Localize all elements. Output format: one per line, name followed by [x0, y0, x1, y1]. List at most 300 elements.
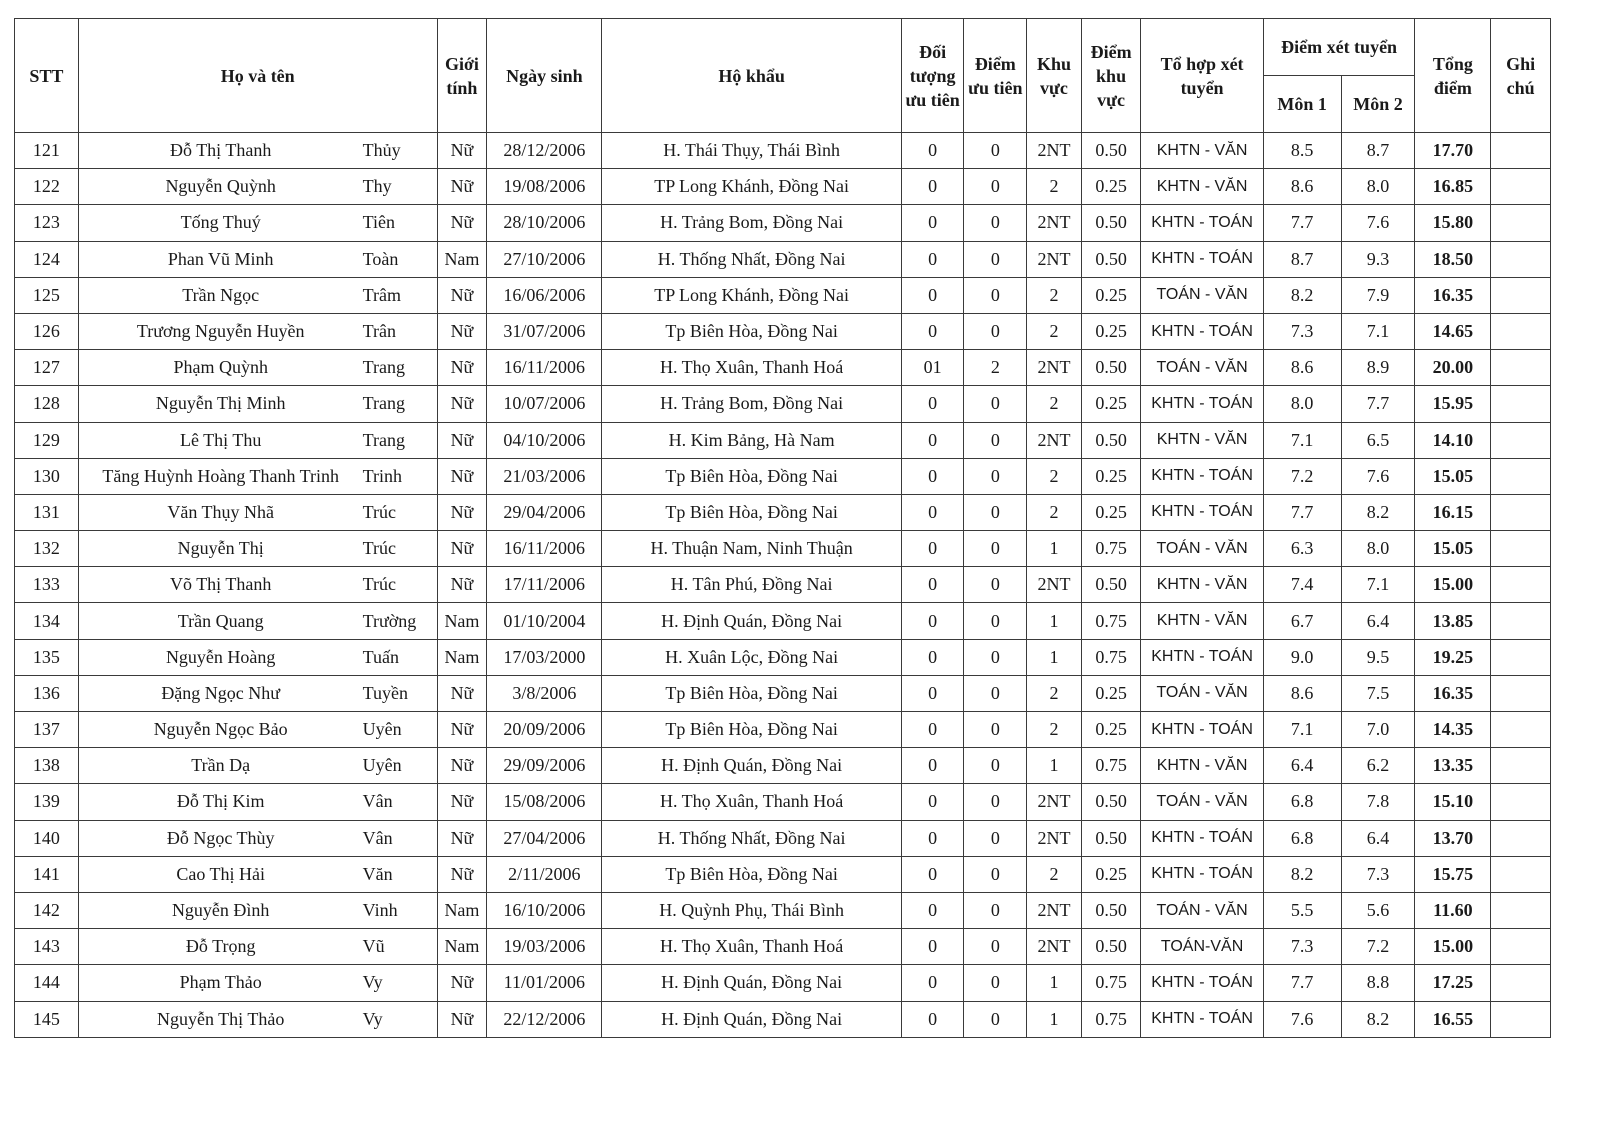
row-name: [78, 205, 437, 241]
row-total: 13.35: [1415, 748, 1491, 784]
row-gender: Nữ: [437, 965, 487, 1001]
row-subject1: 8.7: [1263, 241, 1341, 277]
row-dob: 01/10/2004: [487, 603, 602, 639]
row-combo: KHTN - TOÁN: [1141, 205, 1263, 241]
row-priority-group: 0: [901, 748, 964, 784]
row-subject1: 8.6: [1263, 675, 1341, 711]
row-note: [1491, 422, 1551, 458]
row-area-points: 0.75: [1081, 1001, 1141, 1037]
row-total: 16.85: [1415, 169, 1491, 205]
row-subject2: 8.2: [1341, 1001, 1415, 1037]
row-combo: KHTN - VĂN: [1141, 422, 1263, 458]
row-priority-group: 0: [901, 494, 964, 530]
row-given-name: Uyên: [362, 755, 402, 776]
row-subject2: 7.2: [1341, 929, 1415, 965]
row-area: 2NT: [1027, 133, 1082, 169]
row-family-name: Võ Thị Thanh: [170, 574, 272, 595]
row-priority-group: 0: [901, 205, 964, 241]
row-given-name: Trúc: [362, 501, 397, 522]
header-area-points: Điểm khu vực: [1081, 19, 1141, 133]
row-family-name: Nguyễn Ngọc Bảo: [153, 719, 288, 740]
row-gender: Nữ: [437, 748, 487, 784]
row-given-name: Thủy: [362, 140, 401, 161]
row-gender: Nam: [437, 929, 487, 965]
row-area-points: 0.50: [1081, 350, 1141, 386]
row-family-name: Đặng Ngọc Như: [161, 682, 281, 703]
header-priority-points: Điểm ưu tiên: [964, 19, 1027, 133]
row-priority-group: 0: [901, 313, 964, 349]
row-family-name: Trần Dạ: [191, 755, 251, 776]
row-stt: 125: [15, 277, 79, 313]
row-stt: 121: [15, 133, 79, 169]
row-address: H. Định Quán, Đồng Nai: [602, 603, 901, 639]
row-subject1: 6.7: [1263, 603, 1341, 639]
row-stt: 124: [15, 241, 79, 277]
row-priority-group: 0: [901, 820, 964, 856]
row-area: 2NT: [1027, 892, 1082, 928]
row-subject1: 6.3: [1263, 531, 1341, 567]
row-address: H. Thọ Xuân, Thanh Hoá: [602, 350, 901, 386]
row-subject2: 6.4: [1341, 603, 1415, 639]
table-row: [15, 675, 1551, 711]
row-given-name: Thy: [362, 176, 392, 197]
row-name: [78, 350, 437, 386]
row-combo: KHTN - VĂN: [1141, 567, 1263, 603]
row-dob: 19/03/2006: [487, 929, 602, 965]
row-address: H. Kim Bảng, Hà Nam: [602, 422, 901, 458]
row-priority-points: 0: [964, 133, 1027, 169]
row-subject2: 8.0: [1341, 169, 1415, 205]
row-area-points: 0.75: [1081, 639, 1141, 675]
header-area: Khu vực: [1027, 19, 1082, 133]
row-priority-group: 0: [901, 422, 964, 458]
row-priority-group: 0: [901, 241, 964, 277]
table-row: [15, 929, 1551, 965]
row-area-points: 0.25: [1081, 277, 1141, 313]
row-subject2: 7.6: [1341, 458, 1415, 494]
row-priority-points: 0: [964, 277, 1027, 313]
row-gender: Nam: [437, 892, 487, 928]
row-subject1: 7.3: [1263, 313, 1341, 349]
row-priority-points: 0: [964, 892, 1027, 928]
row-subject2: 7.8: [1341, 784, 1415, 820]
table-row: [15, 748, 1551, 784]
row-family-name: Nguyễn Quỳnh: [165, 176, 276, 197]
row-priority-group: 0: [901, 277, 964, 313]
table-header: [15, 19, 1551, 133]
row-priority-points: 0: [964, 965, 1027, 1001]
row-area-points: 0.50: [1081, 929, 1141, 965]
row-total: 16.15: [1415, 494, 1491, 530]
row-given-name: Vy: [362, 972, 383, 993]
row-area: 1: [1027, 1001, 1082, 1037]
row-family-name: Đỗ Thị Kim: [176, 791, 265, 812]
row-area: 2NT: [1027, 929, 1082, 965]
row-subject1: 7.2: [1263, 458, 1341, 494]
row-dob: 29/04/2006: [487, 494, 602, 530]
row-subject2: 8.7: [1341, 133, 1415, 169]
row-combo: KHTN - TOÁN: [1141, 1001, 1263, 1037]
row-gender: Nữ: [437, 494, 487, 530]
row-area: 2NT: [1027, 784, 1082, 820]
row-subject1: 7.1: [1263, 422, 1341, 458]
row-family-name: Đỗ Thị Thanh: [170, 140, 272, 161]
header-note: Ghi chú: [1491, 19, 1551, 133]
row-note: [1491, 458, 1551, 494]
row-gender: Nữ: [437, 205, 487, 241]
row-name: [78, 820, 437, 856]
row-name: [78, 929, 437, 965]
row-priority-group: 0: [901, 567, 964, 603]
row-subject1: 8.6: [1263, 350, 1341, 386]
row-given-name: Tiên: [362, 212, 396, 233]
row-subject1: 7.7: [1263, 205, 1341, 241]
row-subject1: 8.2: [1263, 277, 1341, 313]
row-priority-group: 0: [901, 458, 964, 494]
row-family-name: Đỗ Ngọc Thùy: [166, 827, 275, 848]
row-address: H. Thọ Xuân, Thanh Hoá: [602, 929, 901, 965]
row-address: H. Thọ Xuân, Thanh Hoá: [602, 784, 901, 820]
row-subject2: 9.3: [1341, 241, 1415, 277]
row-priority-points: 0: [964, 748, 1027, 784]
row-area: 2NT: [1027, 241, 1082, 277]
header-name: Họ và tên: [78, 19, 437, 133]
row-given-name: Trâm: [362, 284, 402, 305]
table-row: [15, 892, 1551, 928]
row-subject1: 7.3: [1263, 929, 1341, 965]
row-address: H. Thống Nhất, Đồng Nai: [602, 820, 901, 856]
row-family-name: Cao Thị Hải: [176, 863, 266, 884]
row-total: 13.85: [1415, 603, 1491, 639]
row-total: 15.75: [1415, 856, 1491, 892]
row-area-points: 0.50: [1081, 784, 1141, 820]
table-row: [15, 712, 1551, 748]
row-gender: Nữ: [437, 712, 487, 748]
row-address: Tp Biên Hòa, Đồng Nai: [602, 458, 901, 494]
row-area-points: 0.25: [1081, 712, 1141, 748]
row-note: [1491, 965, 1551, 1001]
row-given-name: Vân: [362, 791, 393, 812]
row-area-points: 0.50: [1081, 567, 1141, 603]
row-subject1: 6.4: [1263, 748, 1341, 784]
row-priority-group: 01: [901, 350, 964, 386]
row-stt: 122: [15, 169, 79, 205]
row-priority-group: 0: [901, 133, 964, 169]
row-address: Tp Biên Hòa, Đồng Nai: [602, 712, 901, 748]
row-priority-points: 2: [964, 350, 1027, 386]
table-row: [15, 965, 1551, 1001]
row-gender: Nam: [437, 639, 487, 675]
table-row: [15, 567, 1551, 603]
row-area-points: 0.25: [1081, 313, 1141, 349]
row-area: 1: [1027, 748, 1082, 784]
row-area-points: 0.25: [1081, 458, 1141, 494]
row-note: [1491, 639, 1551, 675]
row-area-points: 0.25: [1081, 494, 1141, 530]
row-combo: KHTN - VĂN: [1141, 133, 1263, 169]
row-total: 14.10: [1415, 422, 1491, 458]
row-family-name: Đỗ Trọng: [185, 936, 256, 957]
row-combo: KHTN - TOÁN: [1141, 241, 1263, 277]
row-dob: 20/09/2006: [487, 712, 602, 748]
row-priority-group: 0: [901, 929, 964, 965]
row-subject1: 7.7: [1263, 494, 1341, 530]
row-given-name: Vân: [362, 827, 393, 848]
row-subject1: 8.5: [1263, 133, 1341, 169]
row-address: H. Trảng Bom, Đồng Nai: [602, 386, 901, 422]
row-total: 19.25: [1415, 639, 1491, 675]
row-note: [1491, 1001, 1551, 1037]
row-subject1: 8.6: [1263, 169, 1341, 205]
row-stt: 131: [15, 494, 79, 530]
table-row: [15, 458, 1551, 494]
row-given-name: Vũ: [362, 936, 385, 957]
row-priority-points: 0: [964, 422, 1027, 458]
row-priority-points: 0: [964, 784, 1027, 820]
row-area: 2: [1027, 169, 1082, 205]
row-given-name: Văn: [362, 863, 393, 884]
row-dob: 10/07/2006: [487, 386, 602, 422]
row-dob: 17/03/2000: [487, 639, 602, 675]
row-area: 2NT: [1027, 820, 1082, 856]
row-gender: Nam: [437, 603, 487, 639]
row-priority-points: 0: [964, 458, 1027, 494]
row-note: [1491, 892, 1551, 928]
row-combo: TOÁN - VĂN: [1141, 277, 1263, 313]
row-area: 2NT: [1027, 350, 1082, 386]
header-priority-group: Đối tượng ưu tiên: [901, 19, 964, 133]
row-total: 15.80: [1415, 205, 1491, 241]
row-gender: Nữ: [437, 458, 487, 494]
row-combo: KHTN - TOÁN: [1141, 639, 1263, 675]
table-row: [15, 133, 1551, 169]
row-address: Tp Biên Hòa, Đồng Nai: [602, 856, 901, 892]
row-combo: KHTN - TOÁN: [1141, 712, 1263, 748]
row-subject2: 7.1: [1341, 567, 1415, 603]
row-combo: TOÁN - VĂN: [1141, 784, 1263, 820]
row-gender: Nữ: [437, 133, 487, 169]
row-stt: 133: [15, 567, 79, 603]
row-subject1: 7.6: [1263, 1001, 1341, 1037]
row-combo: TOÁN - VĂN: [1141, 892, 1263, 928]
row-area: 1: [1027, 603, 1082, 639]
row-dob: 16/11/2006: [487, 531, 602, 567]
row-address: H. Quỳnh Phụ, Thái Bình: [602, 892, 901, 928]
row-area: 1: [1027, 531, 1082, 567]
row-priority-group: 0: [901, 639, 964, 675]
row-name: [78, 712, 437, 748]
row-name: [78, 784, 437, 820]
row-combo: KHTN - VĂN: [1141, 748, 1263, 784]
row-note: [1491, 133, 1551, 169]
row-dob: 19/08/2006: [487, 169, 602, 205]
table-row: [15, 277, 1551, 313]
row-area-points: 0.50: [1081, 241, 1141, 277]
row-area: 2NT: [1027, 567, 1082, 603]
row-combo: KHTN - TOÁN: [1141, 820, 1263, 856]
table-body: [15, 133, 1551, 1038]
row-dob: 27/10/2006: [487, 241, 602, 277]
row-given-name: Trân: [362, 321, 397, 342]
row-given-name: Tuấn: [362, 646, 400, 667]
row-stt: 129: [15, 422, 79, 458]
row-address: Tp Biên Hòa, Đồng Nai: [602, 313, 901, 349]
row-area-points: 0.25: [1081, 856, 1141, 892]
row-total: 16.35: [1415, 277, 1491, 313]
table-row: [15, 494, 1551, 530]
table-row: [15, 241, 1551, 277]
row-total: 16.35: [1415, 675, 1491, 711]
row-gender: Nữ: [437, 784, 487, 820]
row-given-name: Trang: [362, 429, 406, 450]
row-subject2: 7.6: [1341, 205, 1415, 241]
row-family-name: Nguyễn Hoàng: [165, 646, 276, 667]
row-total: 17.70: [1415, 133, 1491, 169]
header-combo: Tổ hợp xét tuyển: [1141, 19, 1263, 133]
row-address: Tp Biên Hòa, Đồng Nai: [602, 675, 901, 711]
row-total: 11.60: [1415, 892, 1491, 928]
row-gender: Nữ: [437, 277, 487, 313]
row-priority-group: 0: [901, 675, 964, 711]
row-note: [1491, 350, 1551, 386]
row-area-points: 0.75: [1081, 748, 1141, 784]
row-area: 2: [1027, 277, 1082, 313]
table-row: [15, 313, 1551, 349]
row-stt: 126: [15, 313, 79, 349]
row-note: [1491, 386, 1551, 422]
row-given-name: Trang: [362, 393, 406, 414]
row-family-name: Phan Vũ Minh: [167, 248, 274, 269]
row-gender: Nữ: [437, 350, 487, 386]
row-total: 14.35: [1415, 712, 1491, 748]
header-gender: Giới tính: [437, 19, 487, 133]
row-area: 2: [1027, 458, 1082, 494]
row-stt: 123: [15, 205, 79, 241]
row-priority-group: 0: [901, 531, 964, 567]
row-stt: 138: [15, 748, 79, 784]
row-name: [78, 531, 437, 567]
row-name: [78, 386, 437, 422]
row-name: [78, 1001, 437, 1037]
row-combo: KHTN - TOÁN: [1141, 965, 1263, 1001]
row-subject2: 9.5: [1341, 639, 1415, 675]
row-priority-points: 0: [964, 241, 1027, 277]
row-family-name: Phạm Thảo: [179, 972, 262, 993]
row-area-points: 0.50: [1081, 133, 1141, 169]
row-area: 2: [1027, 712, 1082, 748]
row-total: 15.05: [1415, 531, 1491, 567]
row-area-points: 0.50: [1081, 422, 1141, 458]
row-family-name: Lê Thị Thu: [180, 429, 262, 450]
admission-table: [14, 18, 1551, 1038]
row-note: [1491, 169, 1551, 205]
row-combo: TOÁN - VĂN: [1141, 675, 1263, 711]
row-gender: Nữ: [437, 567, 487, 603]
row-stt: 134: [15, 603, 79, 639]
table-row: [15, 169, 1551, 205]
row-priority-points: 0: [964, 567, 1027, 603]
row-dob: 27/04/2006: [487, 820, 602, 856]
row-subject2: 5.6: [1341, 892, 1415, 928]
row-family-name: Văn Thụy Nhã: [167, 501, 275, 522]
table-row: [15, 1001, 1551, 1037]
row-name: [78, 639, 437, 675]
row-subject1: 7.7: [1263, 965, 1341, 1001]
row-priority-group: 0: [901, 965, 964, 1001]
row-name: [78, 567, 437, 603]
table-row: [15, 639, 1551, 675]
row-subject1: 9.0: [1263, 639, 1341, 675]
row-note: [1491, 205, 1551, 241]
row-family-name: Trần Ngọc: [182, 284, 260, 305]
row-family-name: Nguyễn Thị: [177, 538, 264, 559]
header-address: Hộ khẩu: [602, 19, 901, 133]
row-dob: 11/01/2006: [487, 965, 602, 1001]
table-row: [15, 386, 1551, 422]
row-dob: 3/8/2006: [487, 675, 602, 711]
row-family-name: Trần Quang: [177, 610, 264, 631]
row-area: 1: [1027, 639, 1082, 675]
row-note: [1491, 567, 1551, 603]
row-total: 15.95: [1415, 386, 1491, 422]
row-family-name: Phạm Quỳnh: [173, 357, 268, 378]
row-gender: Nữ: [437, 675, 487, 711]
row-total: 17.25: [1415, 965, 1491, 1001]
row-note: [1491, 856, 1551, 892]
row-combo: KHTN - VĂN: [1141, 603, 1263, 639]
row-priority-group: 0: [901, 1001, 964, 1037]
row-name: [78, 892, 437, 928]
row-family-name: Tống Thuý: [180, 212, 261, 233]
row-subject2: 8.9: [1341, 350, 1415, 386]
row-gender: Nữ: [437, 386, 487, 422]
row-dob: 15/08/2006: [487, 784, 602, 820]
row-stt: 135: [15, 639, 79, 675]
row-priority-points: 0: [964, 820, 1027, 856]
row-address: Tp Biên Hòa, Đồng Nai: [602, 494, 901, 530]
row-priority-points: 0: [964, 205, 1027, 241]
row-name: [78, 603, 437, 639]
row-area-points: 0.25: [1081, 675, 1141, 711]
header-scores: Điểm xét tuyển: [1263, 19, 1415, 76]
row-area: 2: [1027, 386, 1082, 422]
row-area: 2NT: [1027, 422, 1082, 458]
row-name: [78, 277, 437, 313]
row-stt: 127: [15, 350, 79, 386]
row-subject1: 6.8: [1263, 820, 1341, 856]
row-combo: TOÁN-VĂN: [1141, 929, 1263, 965]
row-stt: 142: [15, 892, 79, 928]
row-subject1: 6.8: [1263, 784, 1341, 820]
row-area: 2: [1027, 675, 1082, 711]
row-priority-group: 0: [901, 856, 964, 892]
row-gender: Nữ: [437, 422, 487, 458]
row-address: H. Định Quán, Đồng Nai: [602, 748, 901, 784]
row-note: [1491, 712, 1551, 748]
row-address: H. Trảng Bom, Đồng Nai: [602, 205, 901, 241]
row-name: [78, 965, 437, 1001]
row-subject2: 7.7: [1341, 386, 1415, 422]
header-subject1: Môn 1: [1263, 76, 1341, 133]
table-row: [15, 603, 1551, 639]
row-subject2: 7.9: [1341, 277, 1415, 313]
row-address: H. Định Quán, Đồng Nai: [602, 1001, 901, 1037]
row-address: TP Long Khánh, Đồng Nai: [602, 277, 901, 313]
row-dob: 21/03/2006: [487, 458, 602, 494]
row-stt: 144: [15, 965, 79, 1001]
row-note: [1491, 675, 1551, 711]
row-note: [1491, 531, 1551, 567]
